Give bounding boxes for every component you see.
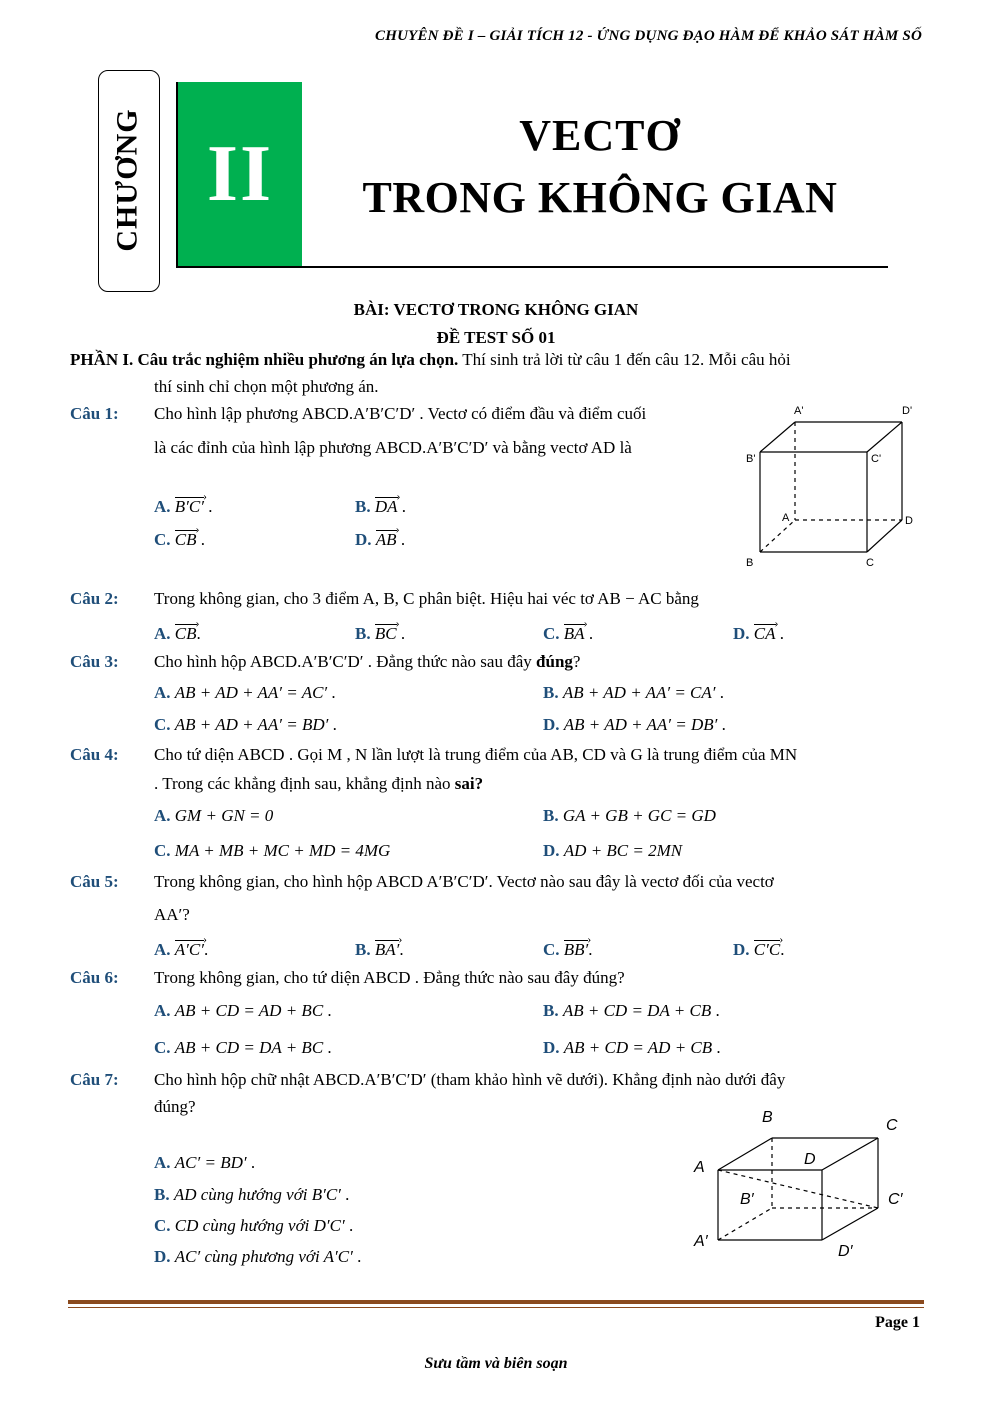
chapter-number-block	[176, 82, 302, 268]
vector: DA ›	[375, 497, 398, 515]
answer-option[interactable]: D. AB › .	[355, 530, 405, 550]
answer-option[interactable]: D. AD + BC = 2MN	[543, 841, 683, 860]
question-text: Trong không gian, cho 3 điểm A, B, C phân biệt. Hiệu hai véc tơ AB − AC bằng	[154, 589, 699, 608]
vector: BB′ ›	[564, 940, 589, 958]
vertex-label: C	[866, 557, 874, 569]
footer-rule	[68, 1300, 924, 1304]
vertex-label: A'	[794, 405, 804, 417]
answer-option[interactable]: C. AB + CD = DA + BC .	[154, 1038, 332, 1057]
answer-option[interactable]: C. BA › .	[543, 624, 593, 644]
vertex-label: B′	[740, 1191, 754, 1208]
chapter-title-line1: VECTƠ	[519, 111, 681, 160]
question-number: Câu 5:	[70, 872, 119, 891]
vector-equation: MA + MB + MC + MD = 4MG	[174, 841, 391, 860]
vertex-label: B	[762, 1109, 773, 1126]
cube-figure	[740, 400, 930, 575]
vertex-label: B	[746, 557, 754, 569]
answer-text: CD cùng hướng với D′C′	[174, 1216, 345, 1235]
answer-option[interactable]: C. CB › .	[154, 530, 205, 550]
vector-equation: AD + BC = 2MN	[563, 841, 683, 860]
vector: C′C ›	[754, 940, 780, 958]
question-number: Câu 3:	[70, 652, 119, 671]
question-text: Trong không gian, cho hình hộp ABCD A′B′C′D′. Vectơ nào sau đây là vectơ đối của vectơ	[154, 872, 774, 891]
vector-equation: GM + GN = 0	[174, 806, 274, 825]
answer-option[interactable]: A. AC′ = BD′ .	[154, 1153, 256, 1172]
vertex-label: C	[886, 1117, 898, 1134]
answer-option[interactable]: C. MA + MB + MC + MD = 4MG	[154, 841, 391, 860]
answer-option[interactable]: D. CA › .	[733, 624, 784, 644]
question-text: AA′?	[154, 905, 190, 924]
answer-option[interactable]: A. AB + CD = AD + BC .	[154, 1001, 332, 1020]
vector: CA ›	[754, 624, 776, 642]
answer-option[interactable]: B. AB + AD + AA′ = CA′ .	[543, 683, 725, 702]
question-number: Câu 6:	[70, 968, 119, 987]
question-text: Cho hình hộp chữ nhật ABCD.A′B′C′D′ (tham khảo hình vẽ dưới). Khẳng định nào dưới đây	[154, 1070, 786, 1089]
answer-option[interactable]: D. AC′ cùng phương với A′C′ .	[154, 1247, 362, 1266]
footer-credit: Sưu tầm và biên soạn	[424, 1355, 568, 1372]
answer-option[interactable]: D. AB + AD + AA′ = DB′ .	[543, 715, 726, 734]
vector-equation: AB + AD + AA′ = DB′	[563, 715, 718, 734]
vector-equation: AB + AD + AA′ = AC′	[174, 683, 328, 702]
part-heading-line2: thí sinh chỉ chọn một phương án.	[154, 377, 379, 396]
answer-option[interactable]: A. CB ›.	[154, 624, 201, 644]
vector-equation: AB + CD = DA + BC	[174, 1038, 324, 1057]
answer-option[interactable]: D. AB + CD = AD + CB .	[543, 1038, 721, 1057]
vector-equation: GA + GB + GC = GD	[562, 806, 716, 825]
vertex-label: C′	[888, 1191, 903, 1208]
chapter-number: II	[206, 129, 274, 218]
question-text: . Trong các khẳng định sau, khẳng định nào sai?	[154, 774, 484, 793]
part-heading	[70, 350, 791, 370]
lesson-title: BÀI: VECTƠ TRONG KHÔNG GIAN	[353, 300, 639, 319]
chapter-title-line2: TRONG KHÔNG GIAN	[362, 173, 838, 222]
question-text: Trong không gian, cho tứ diện ABCD . Đẳng thức nào sau đây đúng?	[154, 968, 625, 987]
question-number: Câu 2:	[70, 589, 119, 608]
vector: AB ›	[376, 530, 397, 548]
vector-equation: AB + CD = AD + BC	[174, 1001, 324, 1020]
chapter-word: CHƯƠNG	[111, 108, 144, 252]
vertex-label: C'	[871, 453, 882, 465]
vector: CB ›	[175, 624, 197, 642]
vector-equation: AB + AD + AA′ = CA′	[562, 683, 716, 702]
answer-option[interactable]: A. B′C′ › .	[154, 497, 212, 517]
question-text: là các đỉnh của hình lập phương ABCD.A′B′C′D′ và bằng vectơ AD là	[154, 438, 632, 457]
box-figure	[690, 1100, 920, 1270]
vertex-label: D′	[838, 1243, 853, 1260]
question-number: Câu 4:	[70, 745, 119, 764]
answer-option[interactable]: B. GA + GB + GC = GD	[543, 806, 716, 825]
answer-option[interactable]: C. BB′ ›.	[543, 940, 593, 960]
answer-option[interactable]: A. A′C′ ›.	[154, 940, 208, 960]
answer-option[interactable]: B. DA › .	[355, 497, 406, 517]
vertex-label: A	[782, 512, 790, 524]
answer-option[interactable]: D. C′C ›.	[733, 940, 784, 960]
question-number: Câu 1:	[70, 404, 119, 423]
chapter-word-wrap	[98, 70, 158, 290]
question-text: đúng?	[154, 1097, 196, 1116]
vertex-label: B'	[746, 453, 756, 465]
vertex-label: D'	[902, 405, 913, 417]
vertex-label: A	[694, 1159, 705, 1176]
answer-option[interactable]: A. AB + AD + AA′ = AC′ .	[154, 683, 336, 702]
question-text: Cho hình lập phương ABCD.A′B′C′D′ . Vectơ có điểm đầu và điểm cuối	[154, 404, 647, 423]
footer-rule-thin	[68, 1307, 924, 1308]
vector: CB ›	[175, 530, 197, 548]
answer-option[interactable]: B. BC › .	[355, 624, 405, 644]
answer-option[interactable]: B. BA′ ›.	[355, 940, 404, 960]
answer-option[interactable]: B. AB + CD = DA + CB .	[543, 1001, 720, 1020]
answer-text: AC′ = BD′	[174, 1153, 247, 1172]
vector-equation: AB + CD = AD + CB	[563, 1038, 713, 1057]
question-number: Câu 7:	[70, 1070, 119, 1089]
vertex-label: D	[804, 1151, 816, 1168]
vector: A′C′ ›	[175, 940, 204, 958]
test-title: ĐỀ TEST SỐ 01	[436, 328, 556, 347]
answer-option[interactable]: B. AD cùng hướng với B′C′ .	[154, 1185, 350, 1204]
vector-equation: AB + AD + AA′ = BD′	[174, 715, 329, 734]
vector: BA ›	[564, 624, 585, 642]
vertex-label: A′	[694, 1233, 708, 1250]
vector-equation: AB + CD = DA + CB	[562, 1001, 712, 1020]
vertex-label: D	[905, 515, 913, 527]
vector: BA′ ›	[375, 940, 400, 958]
vector: BC ›	[375, 624, 397, 642]
running-header: CHUYÊN ĐỀ I – GIẢI TÍCH 12 - ỨNG DỤNG ĐẠO HÀM ĐỂ KHẢO SÁT HÀM SỐ	[375, 28, 922, 44]
answer-option[interactable]: A. GM + GN = 0	[154, 806, 274, 825]
title-rule	[190, 266, 888, 268]
answer-option[interactable]: C. AB + AD + AA′ = BD′ .	[154, 715, 337, 734]
question-text: Cho hình hộp ABCD.A′B′C′D′ . Đẳng thức nào sau đây đúng?	[154, 652, 581, 671]
answer-text: AC′ cùng phương với A′C′	[174, 1247, 353, 1266]
question-text: Cho tứ diện ABCD . Gọi M , N lần lượt là trung điểm của AB, CD và G là trung điểm của MN	[154, 745, 798, 764]
part-heading-bold: PHẦN I. Câu trắc nghiệm nhiều phương án lựa chọn.	[70, 350, 459, 369]
part-heading-rest: Thí sinh trả lời từ câu 1 đến câu 12. Mỗi câu hỏi	[458, 350, 791, 369]
vector: B′C′ ›	[175, 497, 204, 515]
page-number: Page 1	[875, 1314, 920, 1331]
answer-option[interactable]: C. CD cùng hướng với D′C′ .	[154, 1216, 354, 1235]
answer-text: AD cùng hướng với B′C′	[173, 1185, 341, 1204]
